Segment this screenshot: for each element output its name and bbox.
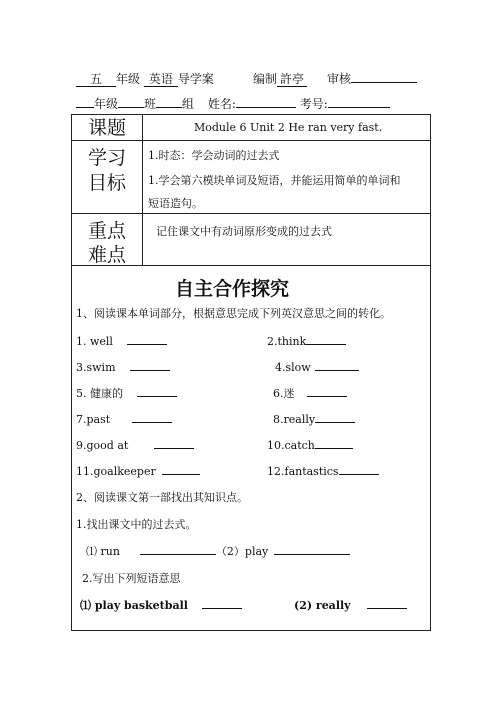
answer-blank[interactable] <box>140 543 216 555</box>
word-text: 6.迷 <box>273 387 295 400</box>
row-divider <box>72 140 430 141</box>
word-item <box>267 437 353 452</box>
phrase-text: ⑴ play basketball <box>80 599 188 612</box>
phrase-item <box>80 597 242 613</box>
past-item-1: ⑴ run <box>86 545 120 558</box>
word-text: 4.slow <box>275 361 311 374</box>
reviewer-label: 审核 <box>327 72 352 86</box>
answer-blank[interactable] <box>132 411 172 423</box>
word-text: 7.past <box>76 413 111 426</box>
question-2: 2、阅读课文第一部找出其知识点。 <box>76 491 248 504</box>
key-label-1: 重点 <box>87 220 126 242</box>
phrase-item <box>294 597 407 612</box>
word-item <box>275 359 359 374</box>
answer-blank[interactable] <box>127 333 167 345</box>
word-text: 8.really <box>273 413 316 426</box>
answer-blank[interactable] <box>307 385 347 397</box>
word-item <box>267 463 379 478</box>
question-2-1: 1.找出课文中的过去式。 <box>76 518 197 531</box>
word-text: 10.catch <box>267 439 315 452</box>
goal-2a: 1.学会第六模块单词及短语，并能运用简单的单词和 <box>148 174 401 187</box>
doc-type: 导学案 <box>177 72 214 86</box>
subject-value: 英语 <box>148 72 173 86</box>
answer-blank[interactable] <box>154 437 194 449</box>
word-text: 5. 健康的 <box>76 387 123 400</box>
answer-blank[interactable] <box>137 385 177 397</box>
answer-blank[interactable] <box>162 463 200 475</box>
lesson-label: 课题 <box>87 117 126 139</box>
question-2-2: 2.写出下列短语意思 <box>82 572 181 585</box>
past-item-2: （2）play <box>215 545 269 558</box>
word-text: 12.fantastics <box>267 465 339 478</box>
answer-blank[interactable] <box>339 463 379 475</box>
reviewer-blank <box>351 71 417 83</box>
student-line <box>76 95 390 112</box>
word-item <box>273 411 355 426</box>
word-item <box>76 333 167 348</box>
group-label: 组 <box>182 97 195 111</box>
goal-1: 1.时态：学会动词的过去式 <box>148 149 280 162</box>
column-divider <box>142 115 143 265</box>
grade-blank <box>76 96 94 108</box>
answer-blank[interactable] <box>202 597 242 609</box>
worksheet-table <box>71 114 431 631</box>
header-line-1 <box>76 70 214 87</box>
editor-label: 编制 <box>253 72 278 86</box>
key-label-2: 难点 <box>87 244 126 266</box>
name-label: 姓名: <box>207 97 236 111</box>
answer-blank[interactable] <box>274 543 350 555</box>
name-blank <box>236 96 296 108</box>
answer-blank[interactable] <box>315 411 355 423</box>
word-text: 2.think <box>267 335 307 348</box>
editor-field <box>277 73 307 87</box>
word-item <box>76 463 200 478</box>
answer-blank[interactable] <box>367 597 407 609</box>
grade-field <box>76 73 116 87</box>
goals-label-1: 学习 <box>87 147 126 169</box>
word-item <box>76 385 177 401</box>
number-blank <box>328 96 390 108</box>
word-item <box>76 359 170 374</box>
goal-2b: 短语造句。 <box>148 197 203 210</box>
key-value: 记住课文中有动词原形变成的过去式 <box>156 225 332 238</box>
lesson-value: Module 6 Unit 2 He ran very fast. <box>194 121 383 134</box>
word-item <box>76 437 194 452</box>
answer-blank[interactable] <box>315 359 359 371</box>
word-text: 9.good at <box>76 439 129 452</box>
grade-label: 年级 <box>116 72 141 86</box>
word-item <box>267 333 346 348</box>
question-1: 1、阅读课本单词部分，根据意思完成下列英汉意思之间的转化。 <box>76 307 391 320</box>
subject-field <box>144 73 178 87</box>
goals-label-2: 目标 <box>87 172 126 194</box>
word-text: 3.swim <box>76 361 116 374</box>
answer-blank[interactable] <box>306 333 346 345</box>
past-tense-row <box>86 543 350 559</box>
row-divider <box>72 213 430 214</box>
reviewer-block <box>327 70 417 87</box>
answer-blank[interactable] <box>130 359 170 371</box>
word-text: 11.goalkeeper <box>76 465 156 478</box>
answer-blank[interactable] <box>315 437 353 449</box>
group-blank <box>156 96 182 108</box>
section-title: 自主合作探究 <box>175 278 290 300</box>
editor-value: 許亭 <box>280 72 305 86</box>
phrase-text: (2) really <box>294 599 351 612</box>
word-item <box>273 385 347 401</box>
student-grade-label: 年级 <box>94 97 119 111</box>
editor-block <box>253 70 307 87</box>
class-label: 班 <box>144 97 157 111</box>
grade-value: 五 <box>89 72 102 86</box>
word-item <box>76 411 172 426</box>
class-blank <box>118 96 144 108</box>
number-label: 考号: <box>299 97 328 111</box>
word-text: 1. well <box>76 335 113 348</box>
